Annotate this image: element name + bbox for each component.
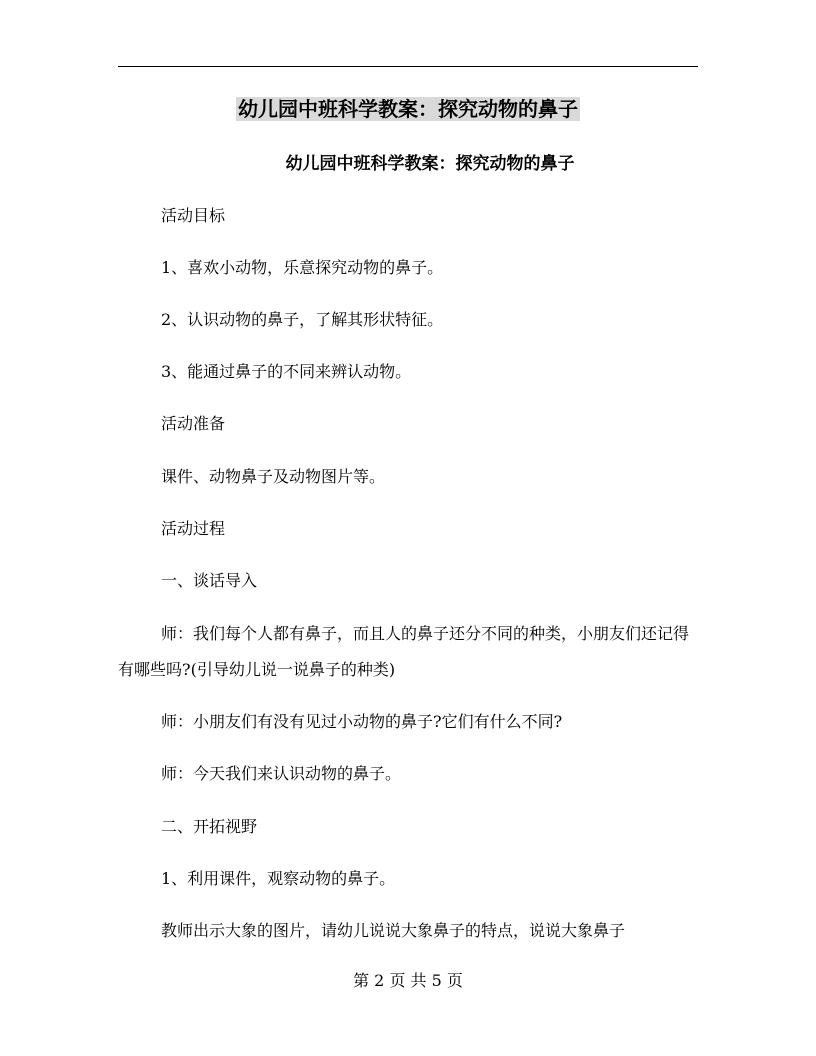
paragraph: 师：今天我们来认识动物的鼻子。	[161, 764, 402, 783]
paragraph: 2、认识动物的鼻子，了解其形状特征。	[161, 310, 444, 329]
paragraph: 课件、动物鼻子及动物图片等。	[161, 467, 386, 486]
subsection-heading: 一、谈话导入	[161, 571, 258, 590]
subsection-heading: 二、开拓视野	[161, 817, 258, 836]
document-title	[0, 93, 816, 125]
document-title-text: 幼儿园中班科学教案：探究动物的鼻子	[238, 97, 578, 121]
paragraph: 师：小朋友们有没有见过小动物的鼻子?它们有什么不同?	[161, 712, 563, 731]
paragraph: 1、喜欢小动物，乐意探究动物的鼻子。	[161, 258, 444, 277]
section-heading-process: 活动过程	[161, 519, 226, 538]
header-rule	[118, 66, 698, 67]
paragraph: 3、能通过鼻子的不同来辨认动物。	[161, 362, 412, 381]
paragraph: 1、利用课件，观察动物的鼻子。	[161, 869, 396, 888]
page-footer: 第 2 页 共 5 页	[353, 971, 463, 990]
section-heading-goals: 活动目标	[161, 206, 226, 225]
document-subtitle: 幼儿园中班科学教案：探究动物的鼻子	[285, 154, 575, 174]
paragraph-multiline: 师：我们每个人都有鼻子，而且人的鼻子还分不同的种类，小朋友们还记得有哪些吗?(引导幼儿说一说鼻子的种类)	[118, 624, 690, 679]
paragraph: 教师出示大象的图片，请幼儿说说大象鼻子的特点，说说大象鼻子	[161, 921, 626, 940]
section-heading-preparation: 活动准备	[161, 414, 226, 433]
